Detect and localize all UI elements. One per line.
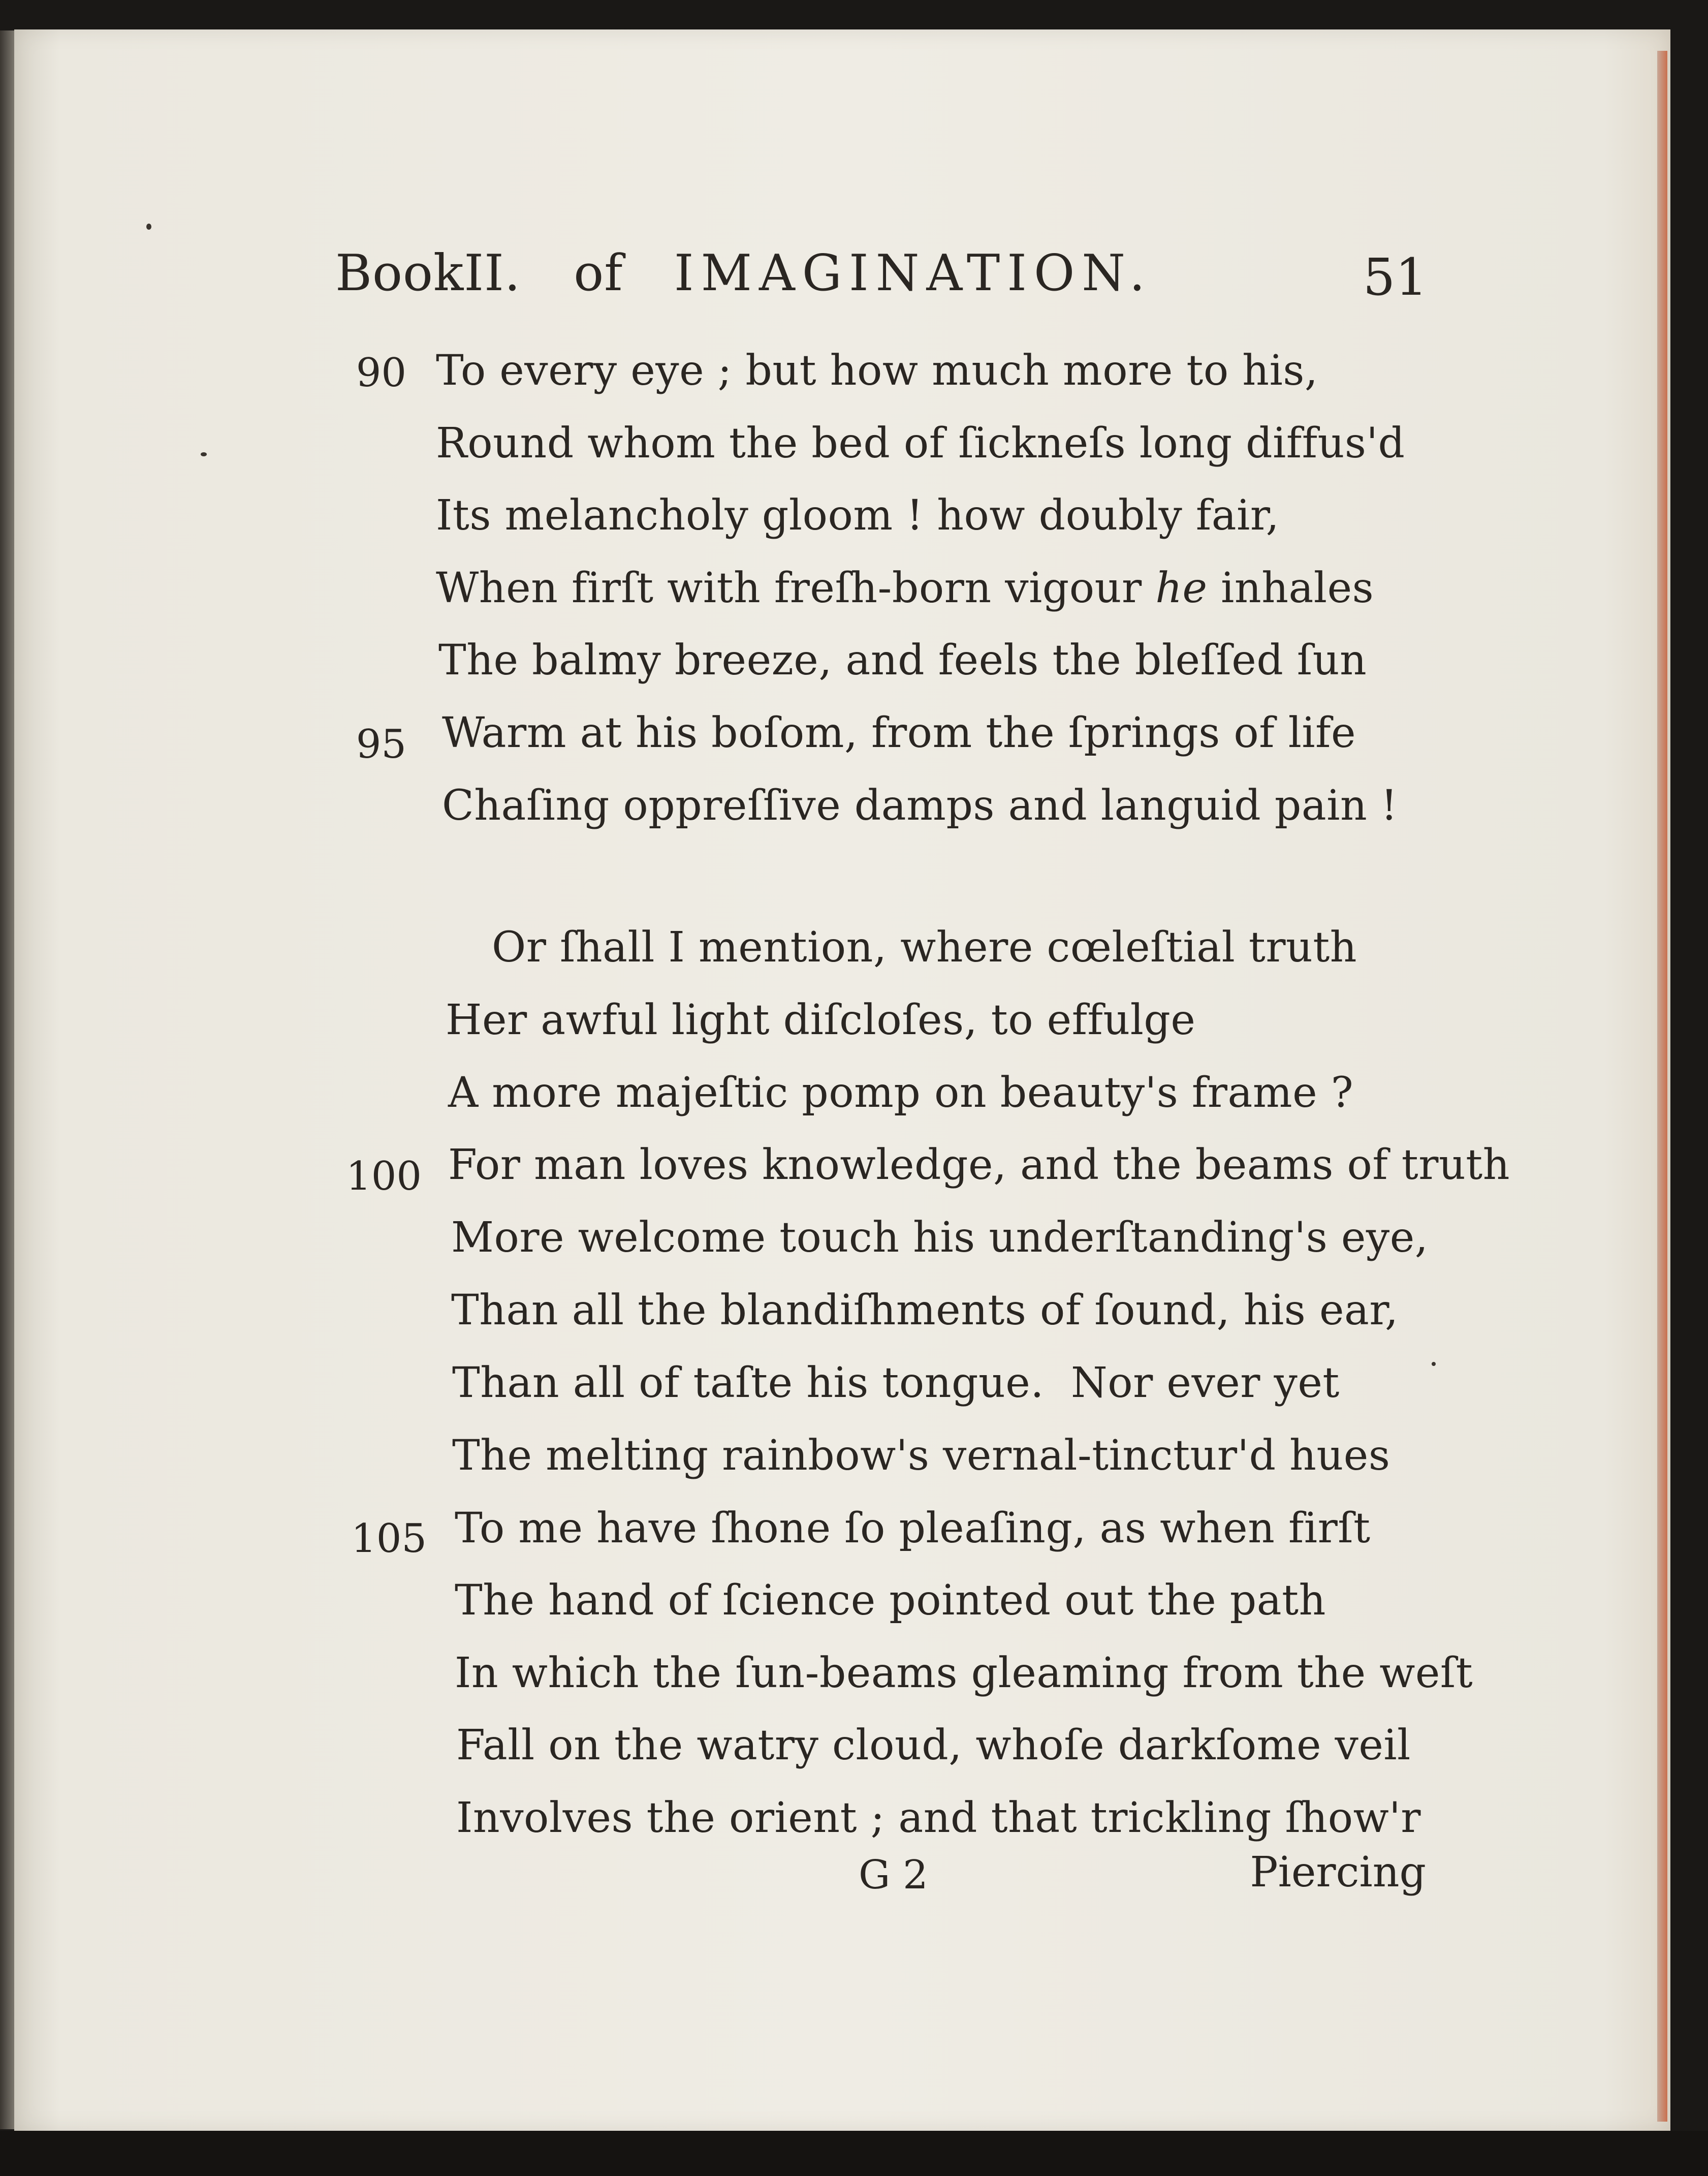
of-label: of [574, 244, 623, 302]
verse-line: Warm at his boſom, from the ſprings of life [442, 709, 1356, 757]
verse-line: Her awful light diſcloſes, to effulge [446, 996, 1196, 1044]
catchword: Piercing [1250, 1848, 1426, 1897]
line-number: 100 [346, 1154, 422, 1199]
line-number: 95 [356, 722, 406, 767]
verse-line: The balmy breeze, and feels the bleſſed ſun [438, 636, 1367, 685]
verse-line: For man loves knowledge, and the beams of truth [448, 1141, 1510, 1189]
book-label: BookII. [335, 244, 521, 302]
verse-line: Fall on the watry cloud, whoſe darkſome veil [456, 1721, 1411, 1769]
verse-line: The hand of ſcience pointed out the path [455, 1576, 1326, 1625]
page-number: 51 [1363, 247, 1428, 307]
verse-line: The melting rainbow's vernal-tinctur'd hues [452, 1432, 1390, 1480]
line-number: 105 [351, 1516, 427, 1562]
verse-line: In which the ſun-beams gleaming from the weſt [455, 1649, 1473, 1697]
verse-line: To every eye ; but how much more to his, [436, 347, 1318, 395]
title-label: IMAGINATION. [674, 244, 1152, 302]
verse-text: When firſt with freſh-born vigour [436, 564, 1156, 612]
verse-line: Its melancholy gloom ! how doubly fair, [436, 491, 1280, 540]
verse-italic: he [1155, 564, 1208, 612]
verse-line: More welcome touch his underſtanding's eye, [451, 1214, 1429, 1262]
verse-line: To me have ſhone ſo pleaſing, as when firſt [455, 1504, 1371, 1552]
verse-line [436, 563, 1374, 614]
verse-line: Chaſing oppreſſive damps and languid pain ! [442, 782, 1398, 830]
verse-line: Or ſhall I mention, where cœleſtial truth [492, 923, 1357, 972]
line-number: 90 [356, 350, 406, 396]
verse-line: Than all of taſte his tongue. Nor ever yet [452, 1359, 1340, 1407]
verse-line: Round whom the bed of ſickneſs long diffus'd [436, 419, 1405, 468]
signature-mark: G 2 [859, 1852, 928, 1898]
verse-line: A more majeſtic pomp on beauty's frame ? [448, 1069, 1354, 1117]
verse-line: Involves the orient ; and that trickling ſhow'r [456, 1794, 1421, 1842]
verse-text: inhales [1207, 564, 1374, 612]
verse-line: Than all the blandiſhments of ſound, his ear, [451, 1286, 1399, 1334]
